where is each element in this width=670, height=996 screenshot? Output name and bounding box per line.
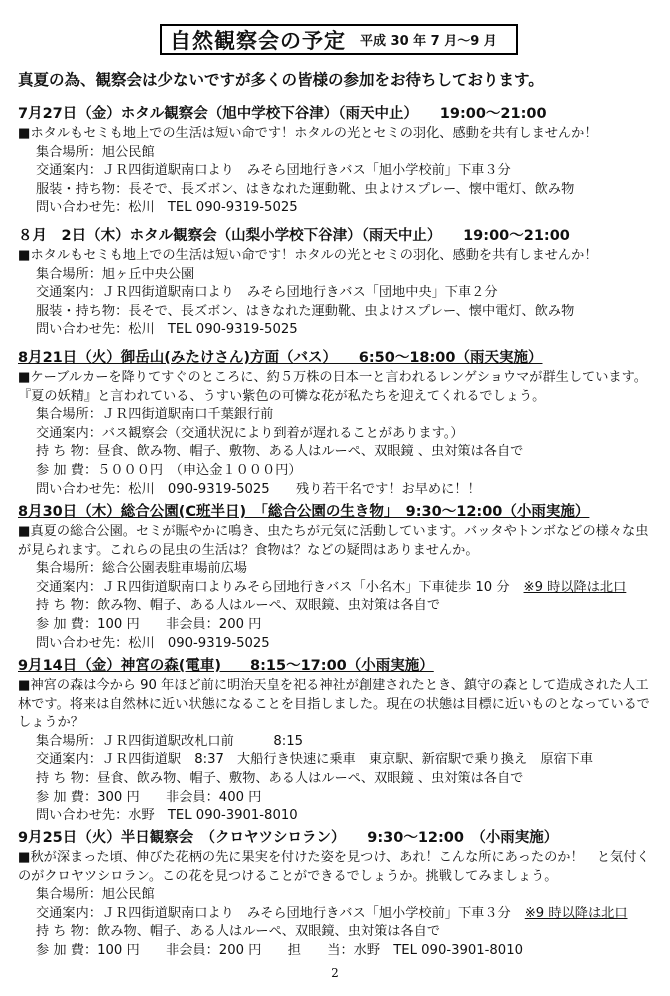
items-info: 持 ち 物：昼食、飲み物、帽子、敷物、ある人はルーペ、双眼鏡 、虫対策は各自で — [36, 770, 524, 786]
event-heading: ８月 2日（木）ホタル観察会（山梨小学校下谷津）（雨天中止） 19:00～21:00 — [18, 228, 570, 244]
event-heading-text: 8月30日（木）総合公園(C班半日) 「総合公園の生き物」 9:30～12:00（小雨実施） — [18, 504, 590, 520]
transport-info: 交通案内：ＪＲ四街道駅南口より みそら団地行きバス「旭小学校前」下車３分 — [36, 163, 511, 179]
contact-info: 問い合わせ先：松川 TEL 090-9319-5025 — [36, 322, 298, 338]
event-section — [18, 104, 658, 218]
fee-info: 参 加 費：300 円 非会員：400 円 — [36, 789, 262, 805]
event-description: ■ホタルもセミも地上での生活は短い命です！ホタルの光とセミの羽化、感動を共有しませんか！ — [18, 248, 598, 263]
event-heading: 7月27日（金）ホタル観察会（旭中学校下谷津）（雨天中止） 19:00～21:00 — [18, 106, 547, 122]
event-description: ■ケーブルカーを降りてすぐのところに、約５万株の日本一と言われるレンゲショウマが群生しています。『夏の妖精』と言われている、うすい紫色の可憐な花が私たちを迎えてくれるでしょう。 — [18, 370, 647, 404]
event-section — [18, 502, 658, 653]
event-description: ■真夏の総合公園。セミが賑やかに鳴き、虫たちが元気に活動しています。バッタやトンボなどの様々な虫が見られます。これらの昆虫の生活は？食物は？などの疑問はありませんか。 — [18, 524, 649, 558]
fee-info: 参 加 費：100 円 非会員：200 円 担 当：水野 TEL 090-3901-8010 — [36, 942, 523, 958]
transport-info: 交通案内：ＪＲ四街道駅 8:37 大船行き快速に乗車 東京駅、新宿駅で乗り換え 原宿下車 — [36, 752, 594, 768]
transport-note: ※9 時以降は北口 — [524, 905, 628, 921]
meeting-place: 集合場所：旭公民館 — [36, 887, 155, 903]
event-section — [18, 828, 658, 961]
items-info: 持 ち 物：昼食、飲み物、帽子、敷物、ある人はルーペ、双眼鏡 、虫対策は各自で — [36, 444, 524, 460]
meeting-place: 集合場所：総合公園表駐車場前広場 — [36, 561, 247, 577]
meeting-place: 集合場所：ＪＲ四街道駅南口千葉銀行前 — [36, 407, 274, 423]
event-section — [18, 226, 658, 340]
items-info: 服装・持ち物：長そで、長ズボン、はきなれた運動靴、虫よけスプレー、懐中電灯、飲み物 — [36, 181, 575, 197]
event-heading — [18, 348, 658, 369]
transport-text: 交通案内：ＪＲ四街道駅南口よりみそら団地行きバス「小名木」下車徒歩 10 分 — [36, 579, 510, 595]
event-heading — [18, 502, 658, 523]
title-box — [160, 24, 518, 55]
period-label: 平成 30 年 7 月～9 月 — [360, 34, 497, 49]
items-info: 持 ち 物：飲み物、帽子、ある人はルーペ、双眼鏡、虫対策は各自で — [36, 598, 441, 614]
transport-info: 交通案内：バス観察会（交通状況により到着が遅れることがあります。） — [36, 425, 464, 441]
event-section — [18, 348, 658, 499]
transport-info — [18, 905, 658, 924]
event-heading-text: 9月14日（金）神宮の森(電車) 8:15～17:00（小雨実施） — [18, 658, 434, 674]
transport-note: ※9 時以降は北口 — [523, 579, 627, 595]
contact-info: 問い合わせ先：松川 TEL 090-9319-5025 — [36, 200, 298, 216]
meeting-place: 集合場所：旭ヶ丘中央公園 — [36, 266, 195, 282]
fee-info: 参 加 費：100 円 非会員：200 円 — [36, 616, 262, 632]
items-info: 服装・持ち物：長そで、長ズボン、はきなれた運動靴、虫よけスプレー、懐中電灯、飲み物 — [36, 303, 575, 319]
intro-text: 真夏の為、観察会は少ないですが多くの皆様の参加をお待ちしております。 — [18, 71, 544, 89]
transport-info — [18, 579, 658, 598]
event-heading-text: 8月21日（火）御岳山(みたけさん)方面（バス） 6:50～18:00（雨天実施） — [18, 350, 543, 366]
event-heading — [18, 656, 658, 677]
transport-text: 交通案内：ＪＲ四街道駅南口より みそら団地行きバス「旭小学校前」下車３分 — [36, 905, 511, 921]
event-section — [18, 656, 658, 826]
page-title: 自然観察会の予定 — [170, 28, 346, 53]
page-number: 2 — [331, 966, 339, 980]
fee-info: 参 加 費：５０００円 （申込金１０００円） — [36, 462, 302, 478]
event-description: ■秋が深まった頃、伸びた花柄の先に果実を付けた姿を見つけ、あれ！こんな所にあったのか！ と気付くのがクロヤツシロラン。この花を見つけることができるでしょうか。挑戦してみましょう。 — [18, 850, 650, 884]
contact-info: 問い合わせ先：松川 090-9319-5025 — [36, 635, 270, 651]
meeting-place: 集合場所：ＪＲ四街道駅改札口前 8:15 — [36, 733, 303, 749]
items-info: 持 ち 物：飲み物、帽子、ある人はルーペ、双眼鏡、虫対策は各自で — [36, 924, 441, 940]
contact-info: 問い合わせ先：水野 TEL 090-3901-8010 — [36, 808, 298, 824]
event-description: ■ホタルもセミも地上での生活は短い命です！ホタルの光とセミの羽化、感動を共有しませんか！ — [18, 126, 598, 141]
event-description: ■神宮の森は今から 90 年ほど前に明治天皇を祀る神社が創建されたとき、鎮守の森として造成された人工林です。将来は自然林に近い状態になることを目指しました。現在の状態は目標に近いものとなっているでしょうか？ — [18, 678, 650, 731]
event-heading: 9月25日（火）半日観察会 （クロヤツシロラン） 9:30～12:00 （小雨実施） — [18, 830, 559, 846]
meeting-place: 集合場所：旭公民館 — [36, 144, 155, 160]
contact-info: 問い合わせ先：松川 090-9319-5025 残り若干名です！お早めに！！ — [36, 481, 481, 497]
transport-info: 交通案内：ＪＲ四街道駅南口より みそら団地行きバス「団地中央」下車２分 — [36, 285, 498, 301]
